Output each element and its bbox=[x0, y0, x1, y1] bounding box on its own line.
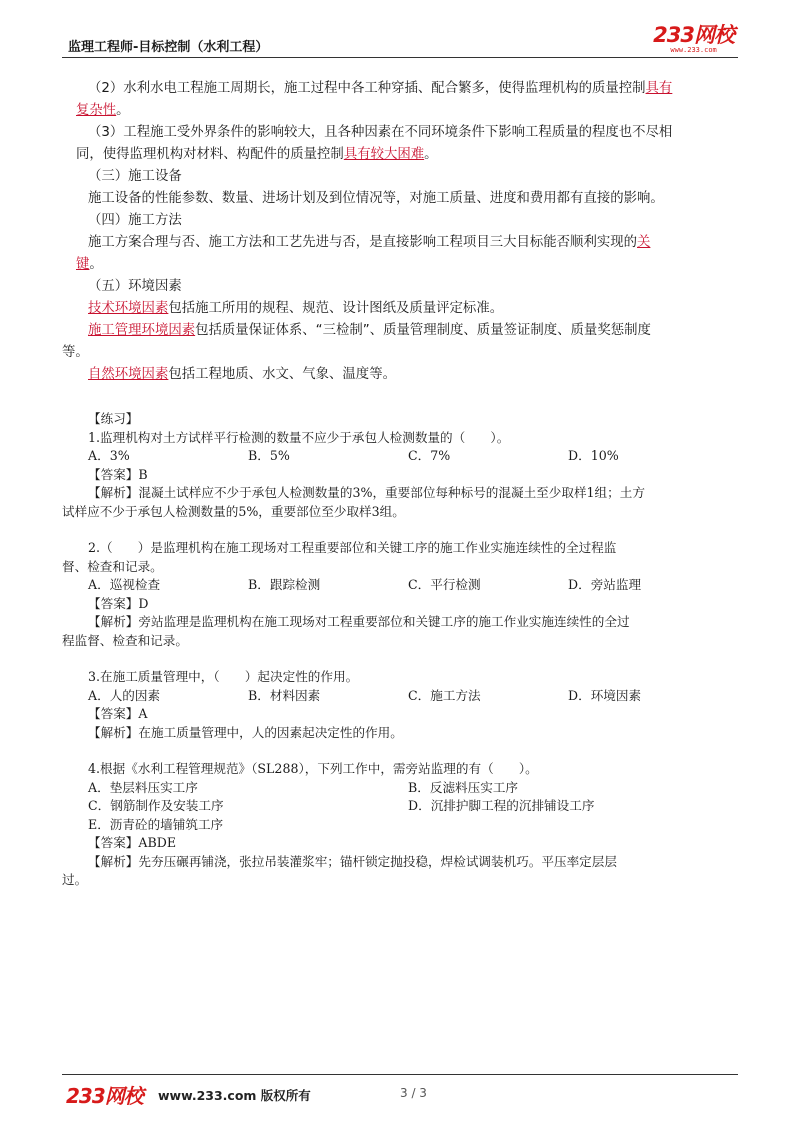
q1-option-c: C．7% bbox=[408, 448, 451, 463]
footer-logo: 233网校 bbox=[66, 1084, 143, 1108]
q3-option-a: A．人的因素 bbox=[88, 687, 161, 703]
q2-option-c: C．平行检测 bbox=[408, 577, 481, 592]
q1-stem: 1.监理机构对土方试样平行检测的数量不应少于承包人检测数量的（ ）。 bbox=[88, 429, 510, 445]
q1-analysis-cont: 试样应不少于承包人检测数量的5%，重要部位至少取样3组。 bbox=[62, 503, 405, 519]
page-footer bbox=[62, 1080, 738, 1110]
section-3-heading: （三）施工设备 bbox=[88, 169, 182, 184]
q3-analysis: 【解析】在施工质量管理中，人的因素起决定性的作用。 bbox=[88, 724, 403, 740]
highlight: 自然环境因素 bbox=[88, 367, 169, 382]
section-4-heading: （四）施工方法 bbox=[88, 213, 182, 228]
highlight: 技术环境因素 bbox=[88, 301, 169, 316]
text: 。 bbox=[424, 147, 438, 162]
env-management-cont bbox=[62, 342, 728, 364]
text: （3）工程施工受外界条件的影响较大，且各种因素在不同环境条件下影响工程质量的程度也不尽相 bbox=[88, 125, 673, 140]
paragraph-2 bbox=[88, 78, 728, 100]
q3-answer: 【答案】A bbox=[88, 706, 148, 721]
text: 施工方案合理与否、施工方法和工艺先进与否，是直接影响工程项目三大目标能否顺利实现的 bbox=[88, 235, 638, 250]
q1-analysis: 【解析】混凝土试样应不少于承包人检测数量的3%，重要部位每种标号的混凝土至少取样1组；土方 bbox=[88, 485, 645, 500]
q2-stem-cont: 督、检查和记录。 bbox=[62, 558, 163, 574]
paragraph-3-cont bbox=[76, 144, 728, 166]
q4-option-a: A．垫层料压实工序 bbox=[88, 779, 198, 795]
q3-options bbox=[88, 687, 728, 706]
paragraph-2-cont bbox=[76, 100, 728, 122]
spacer bbox=[88, 742, 728, 760]
q4-option-b: B．反滤料压实工序 bbox=[408, 779, 519, 795]
q2-option-d: D．旁站监理 bbox=[568, 577, 642, 592]
highlight: 复杂性 bbox=[76, 103, 117, 118]
text: 同，使得监理机构对材料、构配件的质量控制 bbox=[76, 147, 344, 162]
main-content bbox=[62, 78, 728, 386]
q1-option-a: A．3% bbox=[88, 448, 130, 463]
q4-options-row1 bbox=[88, 779, 728, 798]
q2-option-b: B．跟踪检测 bbox=[248, 577, 321, 592]
text: （2）水利水电工程施工周期长，施工过程中各工种穿插、配合繁多，使得监理机构的质量控制 bbox=[88, 81, 646, 96]
q2-option-a: A．巡视检查 bbox=[88, 577, 161, 592]
footer-copyright: www.233.com 版权所有 bbox=[158, 1088, 311, 1103]
text: 等。 bbox=[62, 345, 89, 360]
text: 包括质量保证体系、“三检制”、质量管理制度、质量签证制度、质量奖惩制度 bbox=[195, 323, 651, 338]
page-header bbox=[62, 22, 738, 56]
q1-answer: 【答案】B bbox=[88, 466, 148, 482]
paragraph-3 bbox=[88, 122, 728, 144]
text: 包括施工所用的规程、规范、设计图纸及质量评定标准。 bbox=[168, 301, 504, 316]
footer-divider bbox=[62, 1074, 738, 1075]
logo-text: 233网校 bbox=[653, 23, 734, 47]
q1-option-d: D．10% bbox=[568, 448, 619, 463]
env-technical bbox=[88, 298, 728, 320]
header-divider bbox=[62, 57, 738, 58]
highlight: 具有 bbox=[645, 81, 673, 96]
q3-stem: 3.在施工质量管理中，（ ）起决定性的作用。 bbox=[88, 669, 359, 684]
q2-answer: 【答案】D bbox=[88, 595, 149, 611]
logo-url: www.233.com bbox=[670, 46, 717, 54]
q4-option-e: E．沥青砼的墙铺筑工序 bbox=[88, 816, 224, 832]
q4-option-d: D．沉排护脚工程的沉排铺设工序 bbox=[408, 798, 595, 813]
spacer bbox=[88, 650, 728, 668]
highlight: 施工管理环境因素 bbox=[88, 323, 196, 338]
q4-stem: 4.根据《水利工程管理规范》（SL288），下列工作中，需旁站监理的有（ ）。 bbox=[88, 761, 538, 776]
q2-stem: 2.（ ）是监理机构在施工现场对工程重要部位和关键工序的施工作业实施连续性的全过程监 bbox=[88, 540, 617, 555]
q4-analysis: 【解析】先夯压碾再铺浇，张拉吊装灌浆牢；锚杆锁定抛投稳，焊检试调装机巧。平压率定层层 bbox=[88, 853, 617, 869]
q2-analysis: 【解析】旁站监理是监理机构在施工现场对工程重要部位和关键工序的施工作业实施连续性的全过 bbox=[88, 614, 630, 629]
section-4-text-cont bbox=[76, 254, 728, 276]
section-4-text bbox=[88, 232, 728, 254]
highlight: 关 bbox=[637, 235, 651, 250]
section-5-heading: （五）环境因素 bbox=[88, 279, 182, 294]
q3-option-c: C．施工方法 bbox=[408, 687, 481, 703]
q3-option-b: B．材料因素 bbox=[248, 687, 321, 703]
env-management bbox=[88, 320, 728, 342]
q2-analysis-cont: 程监督、检查和记录。 bbox=[62, 632, 188, 648]
practice-heading: 【练习】 bbox=[88, 411, 139, 426]
q3-option-d: D．环境因素 bbox=[568, 687, 642, 703]
q1-options bbox=[88, 447, 728, 466]
highlight: 键 bbox=[76, 257, 90, 272]
env-natural bbox=[88, 364, 728, 386]
q4-answer: 【答案】ABDE bbox=[88, 835, 177, 850]
q4-option-c: C．钢筋制作及安装工序 bbox=[88, 798, 224, 813]
q1-option-b: B．5% bbox=[248, 448, 290, 463]
header-title: 监理工程师-目标控制（水利工程） bbox=[68, 40, 269, 55]
text: 包括工程地质、水文、气象、温度等。 bbox=[168, 367, 396, 382]
spacer bbox=[88, 521, 728, 539]
text: 。 bbox=[116, 103, 130, 118]
q4-analysis-cont: 过。 bbox=[62, 872, 88, 887]
section-3-text: 施工设备的性能参数、数量、进场计划及到位情况等，对施工质量、进度和费用都有直接的影响。 bbox=[88, 191, 664, 206]
brand-logo bbox=[653, 24, 734, 54]
q2-options bbox=[88, 576, 728, 595]
highlight: 具有较大困难 bbox=[343, 147, 425, 162]
q4-options-row2 bbox=[88, 797, 728, 816]
text: 。 bbox=[89, 257, 103, 272]
page-number: 3 / 3 bbox=[400, 1086, 427, 1100]
practice-section bbox=[62, 410, 728, 890]
